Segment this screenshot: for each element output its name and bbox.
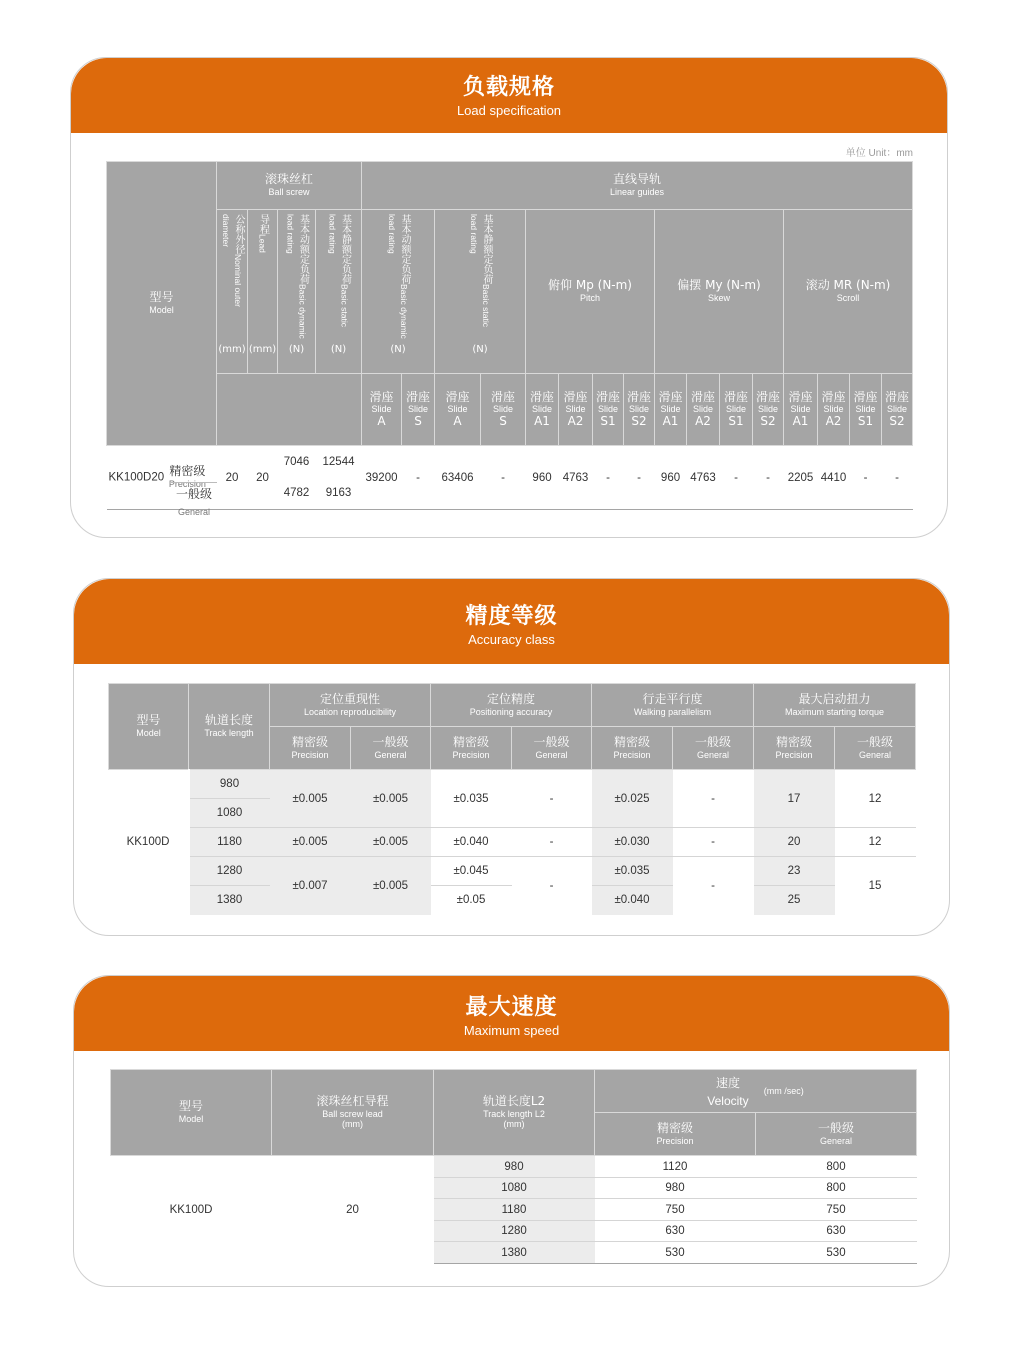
table-row [109,857,916,886]
ball-screw-header: 滚珠丝杠 Ball screw [217,162,362,210]
lg-value: 63406 [435,446,481,510]
par-precision-cell: ±0.025 [592,770,673,828]
track-length-cell: 1080 [189,799,270,828]
scroll-header: 滚动 MR (N-m) Scroll [784,210,913,374]
slide-header: 滑座 Slide A1 [655,374,687,446]
general-header: 一般级 General [351,727,431,770]
lead-header: 导程Lead (mm) [248,210,278,374]
rep-general-cell: ±0.005 [351,770,431,828]
torque-precision-cell: 17 [754,770,835,828]
table-row [111,1156,917,1178]
track-length-cell: 1380 [189,886,270,915]
speed-precision-cell: 1120 [595,1156,756,1178]
load-spec-banner [71,58,947,133]
static-load-header: 基本静额定负荷Basic static load rating (N) [316,210,362,374]
model-header: 型号 Model [111,1070,272,1156]
accuracy-banner [74,579,949,664]
slide-header: 滑座 Slide A2 [559,374,593,446]
max-speed-table [110,1069,917,1264]
accuracy-table [108,683,916,915]
lg-static-load-header: 基本静额定负荷Basic static load rating (N) [435,210,526,374]
nominal-diameter-cell: 20 [217,446,248,510]
lg-value: 2205 [784,446,818,510]
track-length-cell: 980 [189,770,270,799]
slide-header: 滑座 Slide S [481,374,526,446]
track-length-header: 轨道长度 Track length [189,684,270,770]
par-general-cell: - [673,857,754,915]
slide-header: 滑座 Slide S2 [882,374,913,446]
general-header: 一般级 General [673,727,754,770]
lg-value: - [402,446,435,510]
track-length-cell: 1080 [434,1178,595,1199]
lead-cell: 20 [248,446,278,510]
lg-value: 960 [655,446,687,510]
par-precision-cell: ±0.030 [592,828,673,857]
model-cell: KK100D20 精密级 Precision [107,446,217,510]
pitch-header: 俯仰 Mp (N-m) Pitch [526,210,655,374]
speed-precision-cell: 630 [595,1221,756,1242]
pos-general-cell: - [512,828,592,857]
lg-value: - [850,446,882,510]
slide-header: 滑座 Slide S1 [850,374,882,446]
speed-precision-cell: 980 [595,1178,756,1199]
model-cell: KK100D [109,770,189,915]
torque-precision-cell: 20 [754,828,835,857]
static-load-general: 9163 [316,478,362,510]
slide-header: 滑座 Slide A2 [818,374,850,446]
unit-note: 单位 Unit：mm [845,148,913,159]
general-header: 一般级 General [756,1113,917,1156]
load-spec-table [106,161,913,510]
track-length-cell: 980 [434,1156,595,1178]
lg-dynamic-load-header: 基本动额定负荷Basic dynamic load rating (N) [362,210,435,374]
model-cell: KK100D [111,1156,272,1264]
lg-value: 4763 [687,446,720,510]
load-spec-panel [70,57,948,538]
torque-general-cell: 12 [835,828,916,857]
speed-general-cell: 800 [756,1156,917,1178]
par-precision-cell: ±0.040 [592,886,673,915]
lg-value: 960 [526,446,559,510]
slide-header: 滑座 Slide A1 [784,374,818,446]
static-load-precision: 12544 [316,446,362,478]
slide-header: 滑座 Slide S2 [753,374,784,446]
table-row [109,770,916,799]
speed-precision-cell: 530 [595,1242,756,1264]
track-length-cell: 1180 [434,1199,595,1221]
torque-general-cell: 15 [835,857,916,915]
rep-general-cell: ±0.005 [351,828,431,857]
rep-general-cell: ±0.005 [351,857,431,915]
slide-header: 滑座 Slide A2 [687,374,720,446]
ball-screw-lead-header: 滚珠丝杠导程 Ball screw lead (mm) [272,1070,434,1156]
pos-precision-cell: ±0.05 [431,886,512,915]
pos-general-cell: - [512,857,592,915]
slide-header: 滑座 Slide S2 [624,374,655,446]
lg-value: - [882,446,913,510]
speed-general-cell: 530 [756,1242,917,1264]
torque-precision-cell: 23 [754,857,835,886]
ball-screw-subheader-blank [217,374,362,446]
speed-general-cell: 630 [756,1221,917,1242]
lg-value: - [481,446,526,510]
lead-cell: 20 [272,1156,434,1264]
max-speed-panel [73,975,950,1287]
slide-header: 滑座 Slide A [362,374,402,446]
load-spec-title: 负载规格 [462,75,555,100]
velocity-header: 速度 Velocity (mm /sec) [595,1070,917,1113]
lg-value: 4763 [559,446,593,510]
slide-header: 滑座 Slide S1 [593,374,624,446]
track-length-cell: 1280 [434,1221,595,1242]
model-header: 型号 Model [109,684,189,770]
max-speed-banner [74,976,949,1051]
track-length-l2-header: 轨道长度L2 Track length L2 (mm) [434,1070,595,1156]
rep-precision-cell: ±0.005 [270,828,351,857]
rep-precision-cell: ±0.005 [270,770,351,828]
pos-general-cell: - [512,770,592,828]
precision-header: 精密级 Precision [270,727,351,770]
speed-precision-cell: 750 [595,1199,756,1221]
par-precision-cell: ±0.035 [592,857,673,886]
dynamic-load-header: 基本动额定负荷Basic dynamic load rating (N) [278,210,316,374]
track-length-cell: 1380 [434,1242,595,1264]
max-speed-subtitle: Maximum speed [463,1023,560,1038]
slide-header: 滑座 Slide A1 [526,374,559,446]
accuracy-title: 精度等级 [465,604,558,629]
speed-general-cell: 800 [756,1178,917,1199]
location-reproducibility-header: 定位重现性 Location reproducibility [270,684,431,727]
pos-precision-cell: ±0.035 [431,770,512,828]
precision-header: 精密级 Precision [431,727,512,770]
slide-header: 滑座 Slide S1 [720,374,753,446]
linear-guides-header: 直线导轨 Linear guides [362,162,913,210]
max-speed-title: 最大速度 [465,995,558,1020]
lg-value: 39200 [362,446,402,510]
track-length-cell: 1180 [189,828,270,857]
dynamic-load-precision: 7046 [278,446,316,478]
slide-header: 滑座 Slide A [435,374,481,446]
positioning-accuracy-header: 定位精度 Positioning accuracy [431,684,592,727]
par-general-cell: - [673,770,754,828]
precision-header: 精密级 Precision [595,1113,756,1156]
load-spec-subtitle: Load specification [456,103,562,118]
speed-general-cell: 750 [756,1199,917,1221]
lg-value: - [753,446,784,510]
lg-value: - [720,446,753,510]
walking-parallelism-header: 行走平行度 Walking parallelism [592,684,754,727]
precision-header: 精密级 Precision [754,727,835,770]
precision-header: 精密级 Precision [592,727,673,770]
dynamic-load-general: 4782 [278,478,316,510]
pos-precision-cell: ±0.045 [431,857,512,886]
accuracy-panel [73,578,950,936]
lg-value: - [624,446,655,510]
max-starting-torque-header: 最大启动扭力 Maximum starting torque [754,684,916,727]
pos-precision-cell: ±0.040 [431,828,512,857]
slide-header: 滑座 Slide S [402,374,435,446]
slide-subheader-row [107,374,913,446]
nominal-diameter-header: 公称外径Nominal outer diameter (mm) [217,210,248,374]
torque-precision-cell: 25 [754,886,835,915]
torque-general-cell: 12 [835,770,916,828]
skew-header: 偏摆 My (N-m) Skew [655,210,784,374]
table-row [107,446,913,478]
track-length-cell: 1280 [189,857,270,886]
par-general-cell: - [673,828,754,857]
general-grade-label: 一般级 General [171,482,217,519]
general-header: 一般级 General [512,727,592,770]
general-header: 一般级 General [835,727,916,770]
rep-precision-cell: ±0.007 [270,857,351,915]
lg-value: 4410 [818,446,850,510]
precision-grade-label: 精密级 [169,463,206,478]
table-row [109,828,916,857]
accuracy-subtitle: Accuracy class [468,632,555,647]
lg-value: - [593,446,624,510]
model-header: 型号 Model [107,162,217,446]
